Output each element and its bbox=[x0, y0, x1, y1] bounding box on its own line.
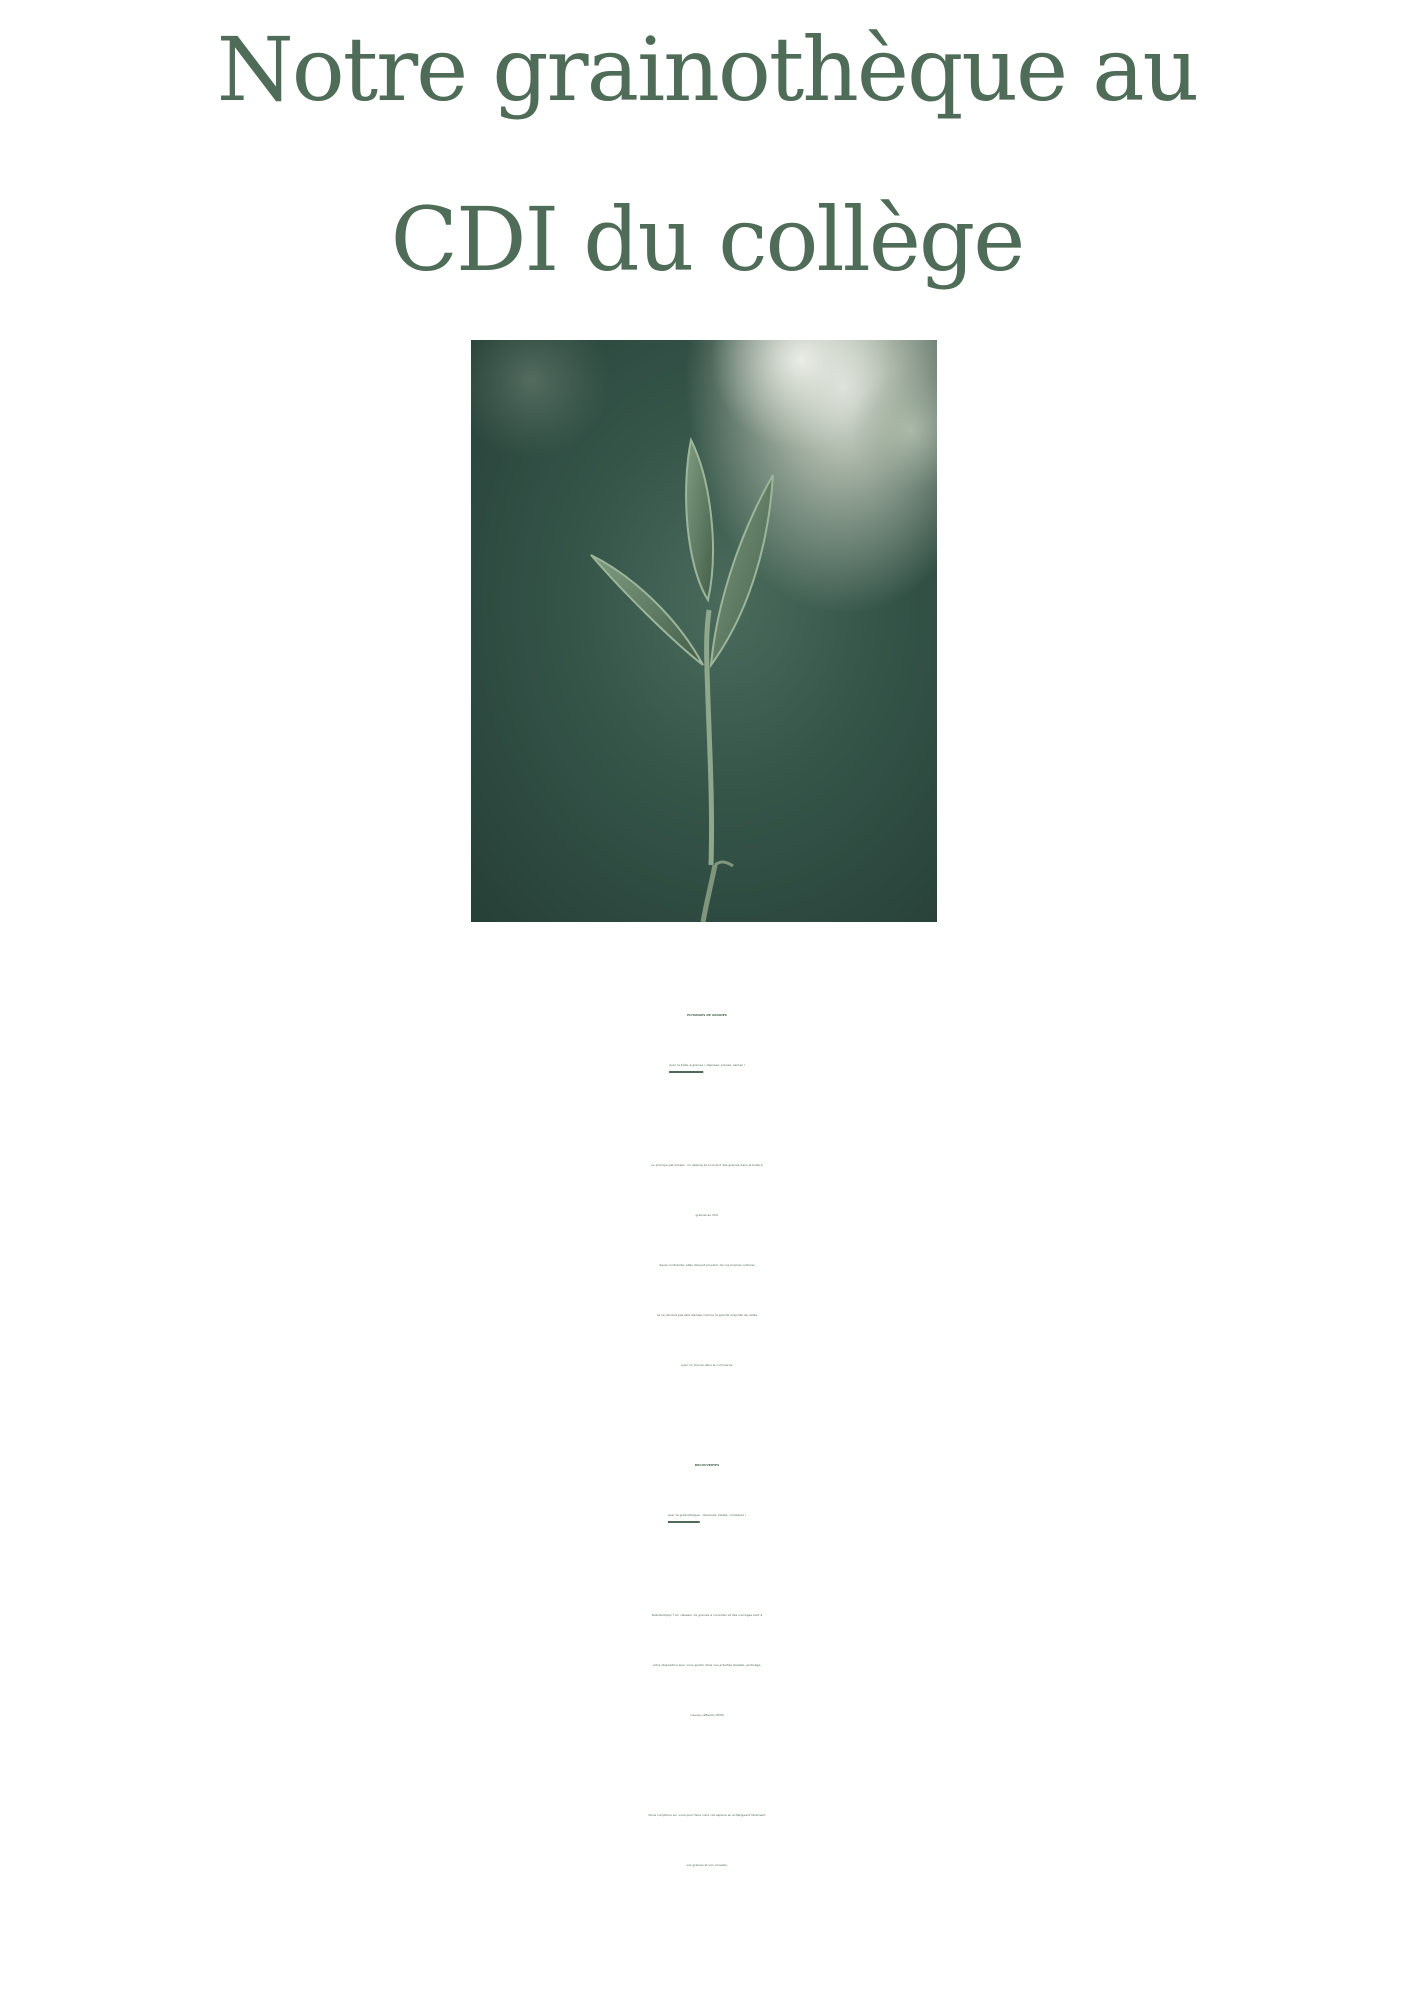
paragraph-line: et ne doivent pas être stériles comme la grande majorité de celles bbox=[656, 1313, 758, 1317]
paragraph-line: cuisine, réflexion EDD) bbox=[689, 1713, 725, 1717]
paragraph-line: vos graines et vos conseils. bbox=[686, 1863, 728, 1867]
section-exchanges bbox=[0, 990, 1414, 1090]
page-title-line-2: CDI du collège bbox=[390, 188, 1024, 291]
tagline-text: : observez, testez, comparez ! bbox=[699, 1513, 747, 1517]
seedling-photo bbox=[471, 340, 937, 922]
paragraph-line: Le principe est simple : on dépose et on prend des graines dans la boîte à bbox=[651, 1163, 763, 1167]
seed-library-link[interactable]: Avec la grainothèque bbox=[667, 1513, 700, 1517]
paragraph-line: Nous comptons sur vous pour faire vivre cet espace en échangeant librement bbox=[648, 1813, 766, 1817]
paragraph-line: que l’on trouve dans le commerce. bbox=[680, 1363, 734, 1367]
discoveries-paragraph bbox=[0, 1590, 1414, 1740]
exchanges-paragraph bbox=[0, 1140, 1414, 1390]
section-heading: ECHANGES DE GRAINES bbox=[687, 1013, 727, 1017]
paragraph-line: votre disposition pour vous guider dans vos activités (balade, jardinage, bbox=[652, 1663, 762, 1667]
section-heading: DECOUVERTES bbox=[694, 1463, 720, 1467]
page-title-line-1: Notre grainothèque au bbox=[216, 18, 1198, 121]
seed-box-link[interactable]: Avec la boîte à graines bbox=[669, 1063, 704, 1067]
paragraph-line: Débutant(e)s ? Un classeur de graines à consulter et des ouvrages sont à bbox=[651, 1613, 763, 1617]
section-tagline bbox=[0, 1040, 1414, 1090]
paragraph-line: Seule contrainte, elles doivent provenir de vos propres cultures bbox=[659, 1263, 755, 1267]
paragraph-line: graines au CDI. bbox=[695, 1213, 719, 1217]
seedling-icon bbox=[471, 340, 937, 922]
closing-paragraph bbox=[0, 1790, 1414, 1890]
colon: : bbox=[703, 1063, 706, 1067]
tagline-text: déposez, prenez, semez ! bbox=[705, 1063, 745, 1067]
section-discoveries bbox=[0, 1440, 1414, 1540]
section-tagline bbox=[0, 1490, 1414, 1540]
